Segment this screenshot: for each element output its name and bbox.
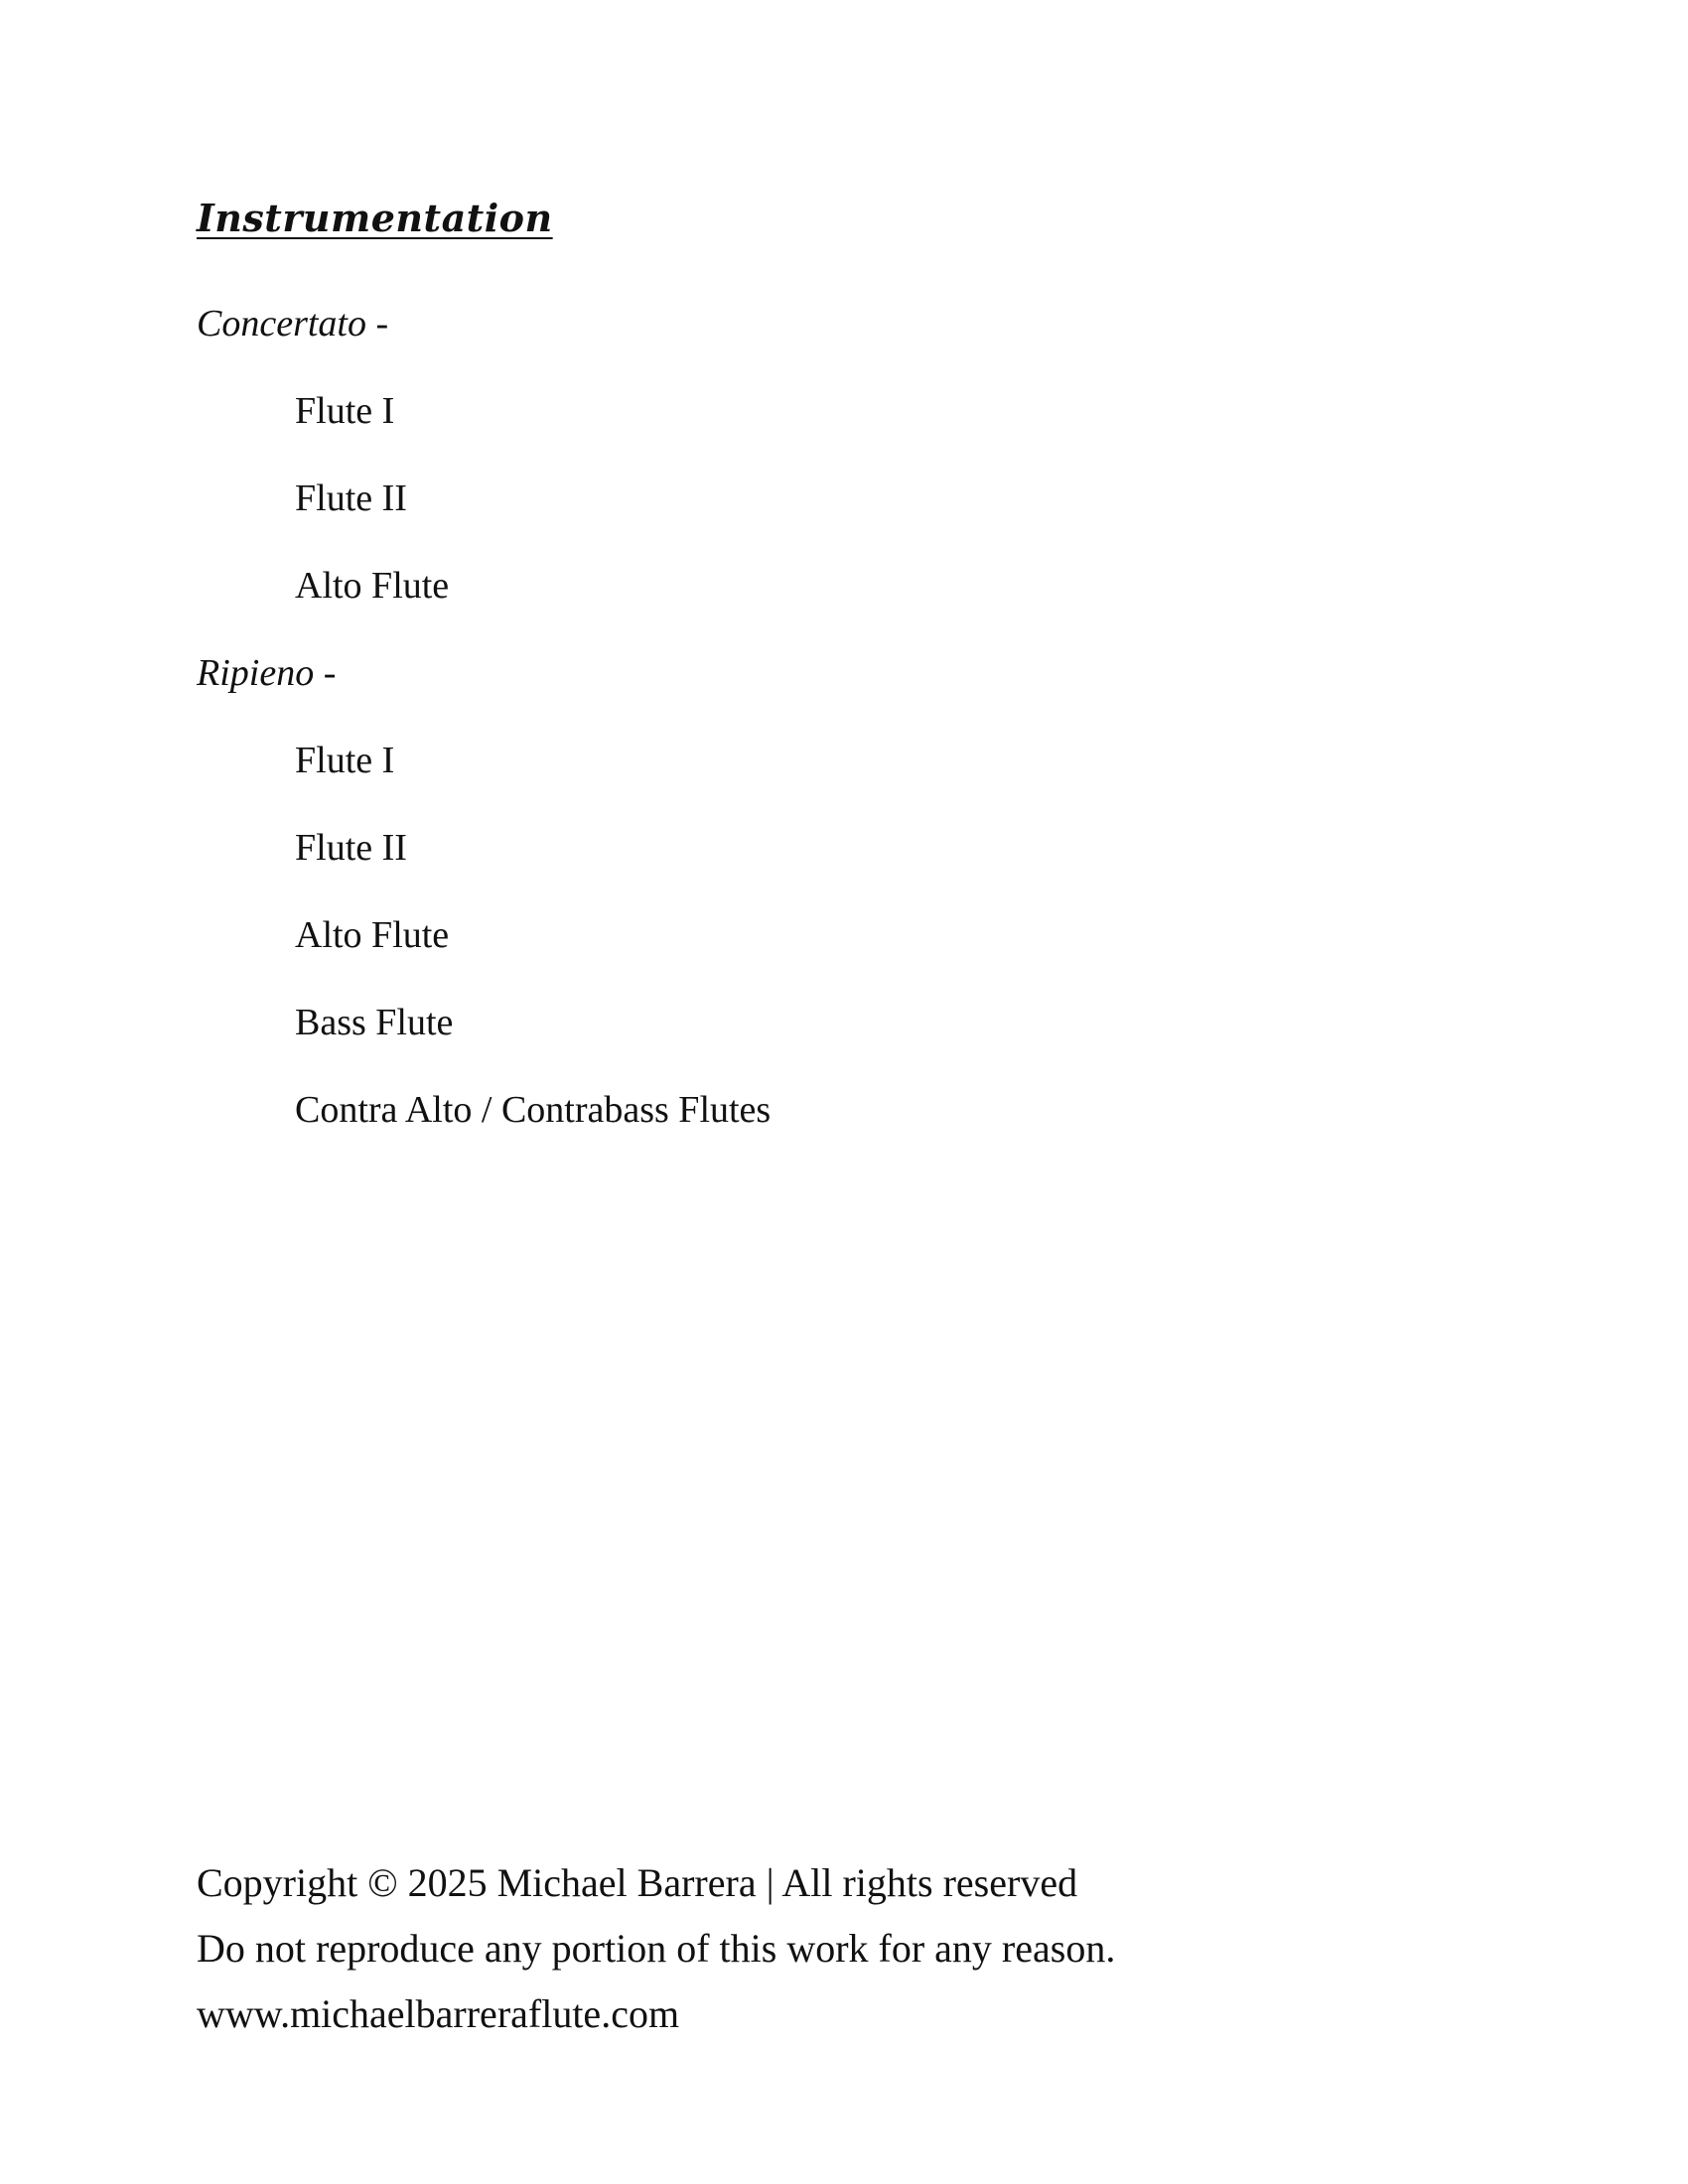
website-link[interactable]: www.michaelbarreraflute.com	[197, 1991, 680, 2036]
instrument-ripieno-contra-flutes: Contra Alto / Contrabass Flutes	[295, 1089, 772, 1131]
section-label-concertato: Concertato -	[197, 303, 389, 344]
instrument-concertato-flute-2: Flute II	[295, 478, 407, 519]
instrument-ripieno-flute-2: Flute II	[295, 827, 407, 869]
instrument-concertato-alto-flute: Alto Flute	[295, 565, 450, 607]
section-label-ripieno: Ripieno -	[197, 652, 337, 694]
instrument-ripieno-flute-1: Flute I	[295, 740, 395, 781]
reproduction-notice: Do not reproduce any portion of this work for any reason.	[197, 1926, 1116, 1971]
page-title: Instrumentation	[197, 196, 553, 240]
instrument-concertato-flute-1: Flute I	[295, 390, 395, 432]
copyright-notice: Copyright © 2025 Michael Barrera | All rights reserved	[197, 1860, 1078, 1905]
instrument-ripieno-alto-flute: Alto Flute	[295, 914, 450, 956]
instrument-ripieno-bass-flute: Bass Flute	[295, 1002, 454, 1043]
